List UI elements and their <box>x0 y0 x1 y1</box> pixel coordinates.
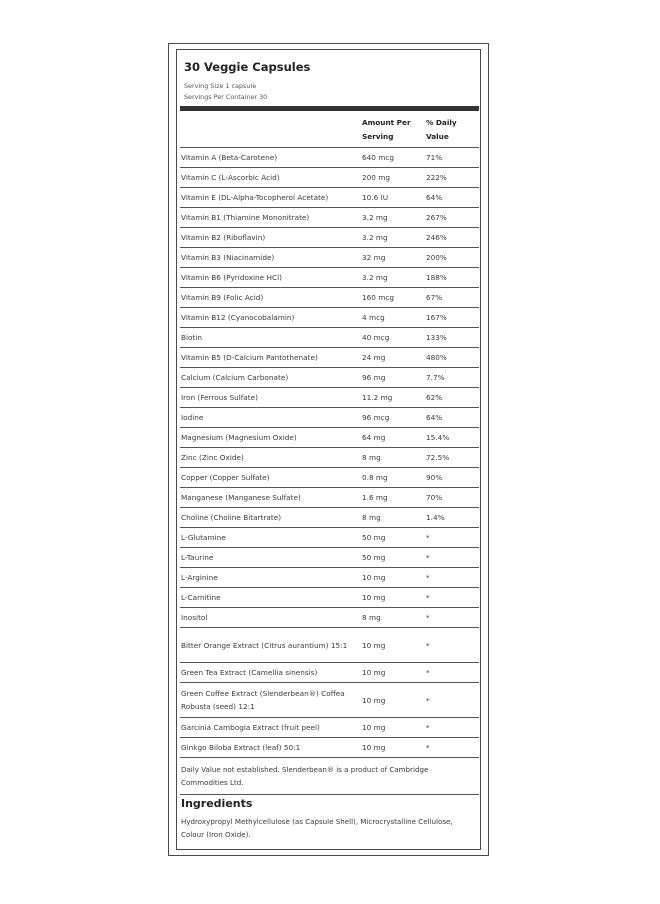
amount-per-serving: 1.6 mg <box>361 488 425 508</box>
amount-per-serving: 24 mg <box>361 348 425 368</box>
table-row <box>180 408 479 428</box>
table-row <box>180 548 479 568</box>
amount-per-serving: 3.2 mg <box>361 228 425 248</box>
amount-per-serving: 50 mg <box>361 528 425 548</box>
nutrient-name: Bitter Orange Extract (Citrus aurantium) 15:1 <box>180 628 361 663</box>
table-row <box>180 388 479 408</box>
nutrient-name: Ginkgo Biloba Extract (leaf) 50:1 <box>180 738 361 758</box>
nutrient-name: Inositol <box>180 608 361 628</box>
daily-value-percent: 72.5% <box>425 448 479 468</box>
daily-value-percent: 167% <box>425 308 479 328</box>
nutrient-name: Vitamin B2 (Riboflavin) <box>180 228 361 248</box>
amount-per-serving: 200 mg <box>361 168 425 188</box>
daily-value-percent: * <box>425 608 479 628</box>
amount-per-serving: 10 mg <box>361 683 425 718</box>
servings-per-container: Servings Per Container 30 <box>184 93 268 101</box>
header-dv-line2: Value <box>426 132 449 141</box>
nutrient-name: Iodine <box>180 408 361 428</box>
amount-per-serving: 3.2 mg <box>361 208 425 228</box>
nutrient-name: Vitamin E (DL-Alpha-Tocopherol Acetate) <box>180 188 361 208</box>
daily-value-percent: * <box>425 548 479 568</box>
daily-value-percent: 64% <box>425 408 479 428</box>
header-dv-line1: % Daily <box>426 118 457 127</box>
nutrient-name: Zinc (Zinc Oxide) <box>180 448 361 468</box>
nutrient-name: L-Carnitine <box>180 588 361 608</box>
table-row <box>180 288 479 308</box>
product-title: 30 Veggie Capsules <box>184 60 311 74</box>
table-row <box>180 348 479 368</box>
amount-per-serving: 3.2 mg <box>361 268 425 288</box>
daily-value-percent: 188% <box>425 268 479 288</box>
header-amount-line1: Amount Per <box>362 118 411 127</box>
amount-per-serving: 10 mg <box>361 568 425 588</box>
nutrient-name: L-Arginine <box>180 568 361 588</box>
nutrient-name: Vitamin B12 (Cyanocobalamin) <box>180 308 361 328</box>
amount-per-serving: 0.8 mg <box>361 468 425 488</box>
nutrient-name: Choline (Choline Bitartrate) <box>180 508 361 528</box>
daily-value-percent: * <box>425 663 479 683</box>
daily-value-percent: 246% <box>425 228 479 248</box>
amount-per-serving: 8 mg <box>361 448 425 468</box>
ingredients-divider <box>180 794 479 795</box>
table-row <box>180 568 479 588</box>
daily-value-percent: * <box>425 738 479 758</box>
table-row <box>180 718 479 738</box>
daily-value-percent: 1.4% <box>425 508 479 528</box>
daily-value-percent: * <box>425 628 479 663</box>
table-row <box>180 308 479 328</box>
table-row <box>180 148 479 168</box>
nutrient-name: Vitamin B9 (Folic Acid) <box>180 288 361 308</box>
table-row <box>180 368 479 388</box>
nutrient-name: Garcinia Cambogia Extract (fruit peel) <box>180 718 361 738</box>
daily-value-percent: 222% <box>425 168 479 188</box>
footnote: Daily Value not established. Slenderbean® is a product of Cambridge Commodities Ltd. <box>181 765 429 787</box>
nutrient-name: Green Tea Extract (Camellia sinensis) <box>180 663 361 683</box>
daily-value-percent: * <box>425 528 479 548</box>
table-row <box>180 628 479 663</box>
nutrient-name: Iron (Ferrous Sulfate) <box>180 388 361 408</box>
header-amount <box>361 111 425 148</box>
header-amount-line2: Serving <box>362 132 394 141</box>
daily-value-percent: 267% <box>425 208 479 228</box>
table-row <box>180 228 479 248</box>
nutrient-name: Green Coffee Extract (Slenderbean®) Coffea Robusta (seed) 12:1 <box>180 683 361 718</box>
amount-per-serving: 11.2 mg <box>361 388 425 408</box>
daily-value-percent: 70% <box>425 488 479 508</box>
table-row <box>180 208 479 228</box>
nutrient-name: Vitamin B1 (Thiamine Mononitrate) <box>180 208 361 228</box>
daily-value-percent: 67% <box>425 288 479 308</box>
table-row <box>180 663 479 683</box>
amount-per-serving: 10 mg <box>361 738 425 758</box>
table-row <box>180 608 479 628</box>
amount-per-serving: 96 mcg <box>361 408 425 428</box>
daily-value-percent: 15.4% <box>425 428 479 448</box>
nutrient-name: Vitamin B3 (Niacinamide) <box>180 248 361 268</box>
amount-per-serving: 8 mg <box>361 508 425 528</box>
amount-per-serving: 10 mg <box>361 628 425 663</box>
nutrient-name: Vitamin B5 (D-Calcium Pantothenate) <box>180 348 361 368</box>
daily-value-percent: 62% <box>425 388 479 408</box>
nutrient-name: Magnesium (Magnesium Oxide) <box>180 428 361 448</box>
table-row <box>180 248 479 268</box>
table-row <box>180 268 479 288</box>
nutrient-name: Vitamin A (Beta-Carotene) <box>180 148 361 168</box>
table-row <box>180 528 479 548</box>
table-row <box>180 683 479 718</box>
amount-per-serving: 64 mg <box>361 428 425 448</box>
nutrient-name: Vitamin C (L-Ascorbic Acid) <box>180 168 361 188</box>
table-row <box>180 588 479 608</box>
nutrient-name: L-Glutamine <box>180 528 361 548</box>
daily-value-percent: * <box>425 568 479 588</box>
daily-value-percent: 64% <box>425 188 479 208</box>
ingredients-heading: Ingredients <box>181 797 253 810</box>
daily-value-percent: 200% <box>425 248 479 268</box>
table-row <box>180 488 479 508</box>
amount-per-serving: 10 mg <box>361 663 425 683</box>
daily-value-percent: 7.7% <box>425 368 479 388</box>
serving-size: Serving Size 1 capsule <box>184 82 257 90</box>
amount-per-serving: 10 mg <box>361 718 425 738</box>
amount-per-serving: 96 mg <box>361 368 425 388</box>
nutrient-name: Calcium (Calcium Carbonate) <box>180 368 361 388</box>
table-row <box>180 428 479 448</box>
daily-value-percent: * <box>425 718 479 738</box>
daily-value-percent: 71% <box>425 148 479 168</box>
daily-value-percent: * <box>425 588 479 608</box>
amount-per-serving: 10 mg <box>361 588 425 608</box>
supplement-facts-table <box>180 111 479 758</box>
amount-per-serving: 640 mcg <box>361 148 425 168</box>
table-row <box>180 328 479 348</box>
table-row <box>180 168 479 188</box>
amount-per-serving: 40 mcg <box>361 328 425 348</box>
nutrient-name: Biotin <box>180 328 361 348</box>
table-row <box>180 188 479 208</box>
header-daily-value <box>425 111 479 148</box>
ingredients-text: Hydroxypropyl Methylcellulose (as Capsule Shell), Microcrystalline Cellulose, Colour (Iron Oxide). <box>181 817 453 839</box>
daily-value-percent: 480% <box>425 348 479 368</box>
header-nutrient <box>180 111 361 148</box>
amount-per-serving: 4 mcg <box>361 308 425 328</box>
table-row <box>180 508 479 528</box>
nutrient-name: Vitamin B6 (Pyridoxine HCl) <box>180 268 361 288</box>
table-row <box>180 448 479 468</box>
table-row <box>180 738 479 758</box>
table-row <box>180 468 479 488</box>
nutrient-name: L-Taurine <box>180 548 361 568</box>
amount-per-serving: 50 mg <box>361 548 425 568</box>
amount-per-serving: 160 mcg <box>361 288 425 308</box>
daily-value-percent: 133% <box>425 328 479 348</box>
amount-per-serving: 10.6 IU <box>361 188 425 208</box>
daily-value-percent: * <box>425 683 479 718</box>
nutrient-name: Manganese (Manganese Sulfate) <box>180 488 361 508</box>
amount-per-serving: 32 mg <box>361 248 425 268</box>
nutrient-name: Copper (Copper Sulfate) <box>180 468 361 488</box>
table-header-row <box>180 111 479 148</box>
daily-value-percent: 90% <box>425 468 479 488</box>
amount-per-serving: 8 mg <box>361 608 425 628</box>
